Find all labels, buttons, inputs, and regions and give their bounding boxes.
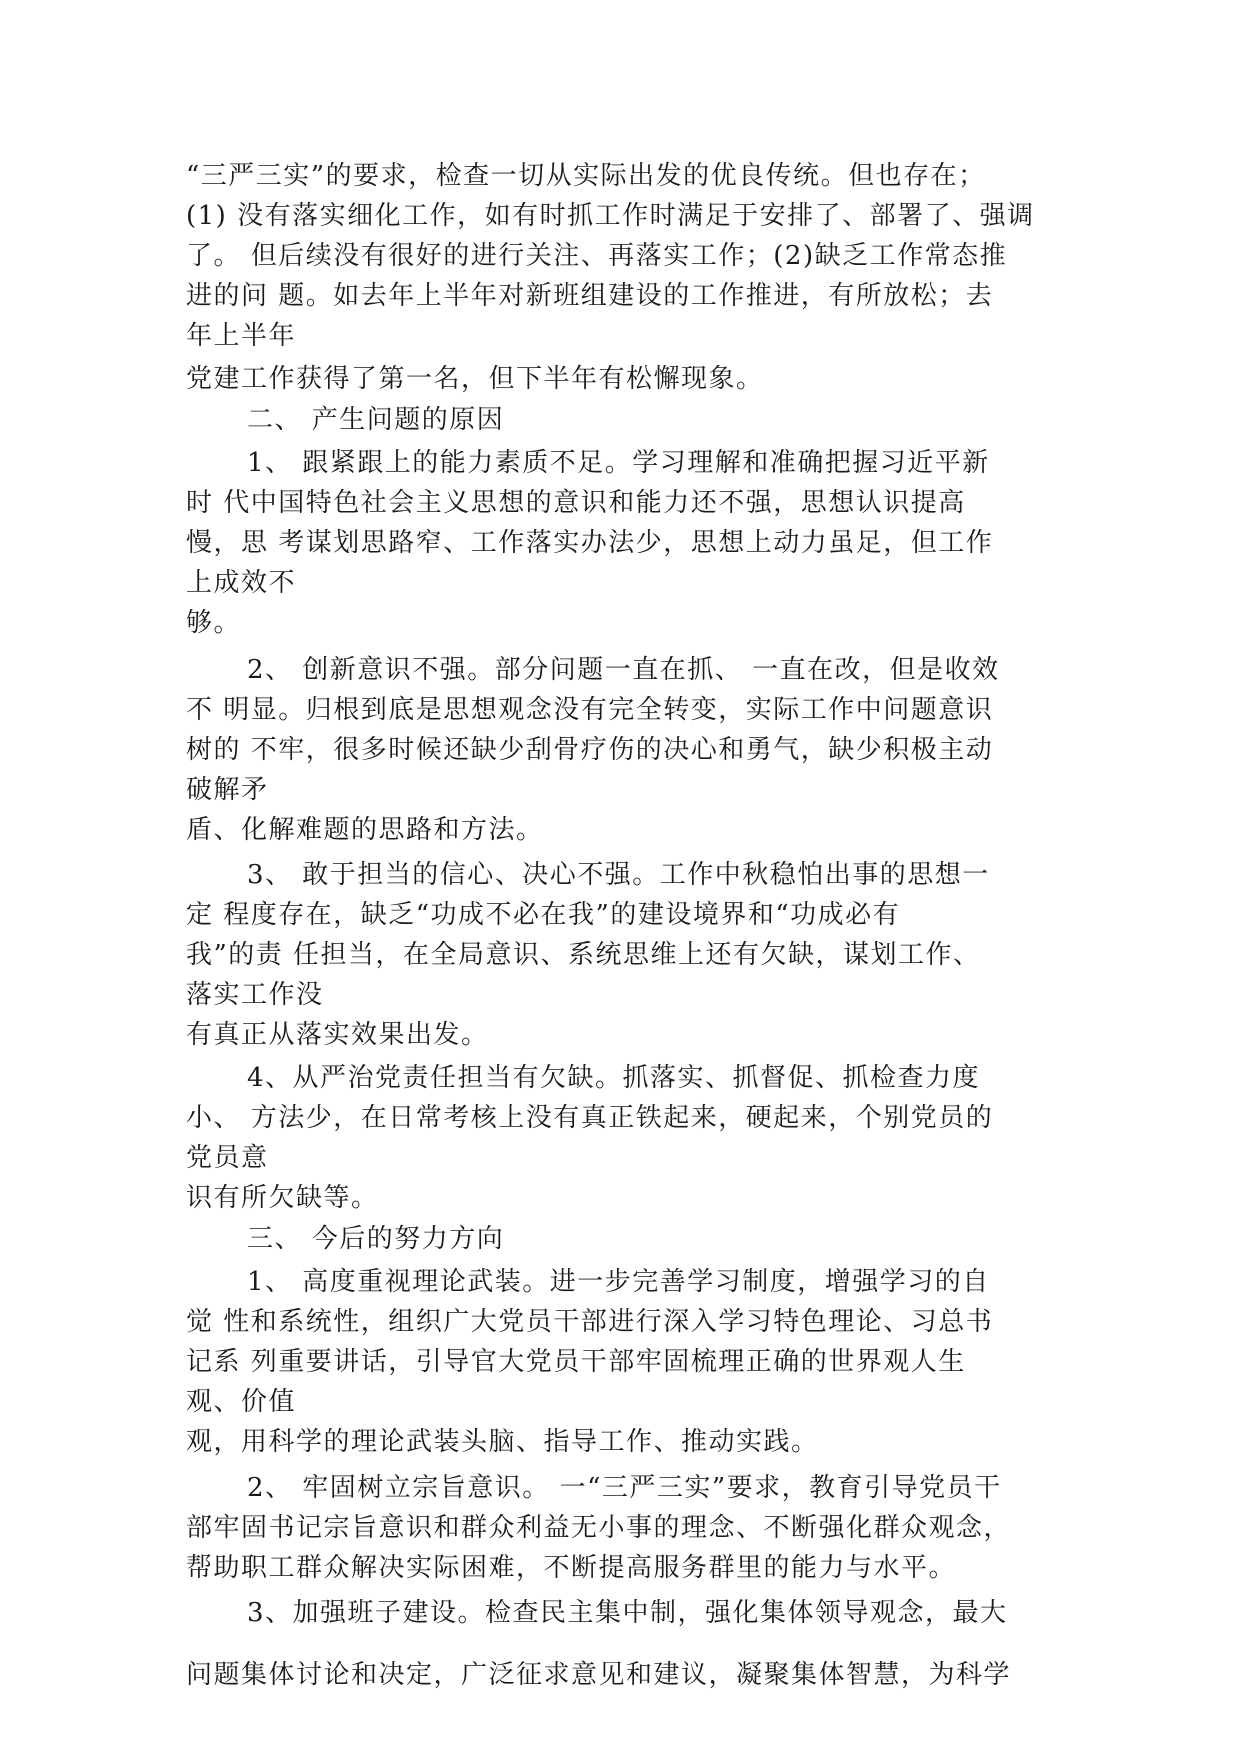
paragraph-start: 2、 创新意识不强。部分问题一直在抓、 一直在改，但是收效 <box>247 655 1000 685</box>
text-line: 党建工作获得了第一名，但下半年有松懈现象。 <box>186 364 764 394</box>
paragraph-start: 2、 牢固树立宗旨意识。 一“三严三实”要求，教育引导党员干 <box>247 1473 1002 1503</box>
text-line: 时 代中国特色社会主义思想的意识和能力还不强，思想认识提高 <box>186 488 966 518</box>
text-line: 党员意 <box>186 1143 269 1173</box>
paragraph-start: 3、 敢于担当的信心、决心不强。工作中秋稳怕出事的思想一 <box>247 860 990 890</box>
text-line: 记系 列重要讲话，引导官大党员干部牢固梳理正确的世界观人生 <box>186 1347 966 1377</box>
section-heading: 三、 今后的努力方向 <box>247 1224 505 1254</box>
paragraph-start: 1、 跟紧跟上的能力素质不足。学习理解和准确把握习近平新 <box>247 448 990 478</box>
text-line: 有真正从落实效果出发。 <box>186 1020 489 1050</box>
text-line: 观、价值 <box>186 1387 297 1417</box>
text-line: 年上半年 <box>186 321 297 351</box>
text-line: 定 程度存在，缺乏“功成不必在我”的建设境界和“功成必有 <box>186 900 901 930</box>
text-line: 帮助职工群众解决实际困难，不断提高服务群里的能力与水平。 <box>186 1553 957 1583</box>
text-line: (1) 没有落实细化工作，如有时抓工作时满足于安排了、部署了、强调 <box>186 201 1035 231</box>
text-line: 部牢固书记宗旨意识和群众利益无小事的理念、不断强化群众观念， <box>186 1513 1012 1543</box>
text-line: 了。 但后续没有很好的进行关注、再落实工作；(2)缺乏工作常态推 <box>186 241 1008 271</box>
text-line: 觉 性和系统性，组织广大党员干部进行深入学习特色理论、习总书 <box>186 1307 994 1337</box>
text-line: 慢，思 考谋划思路窄、工作落实办法少，思想上动力虽足，但工作 <box>186 528 994 558</box>
text-line: 不 明显。归根到底是思想观念没有完全转变，实际工作中问题意识 <box>186 695 994 725</box>
text-line: “三严三实”的要求，检查一切从实际出发的优良传统。但也存在； <box>186 161 986 191</box>
text-line: 上成效不 <box>186 568 297 598</box>
text-line: 小、 方法少，在日常考核上没有真正铁起来，硬起来，个别党员的 <box>186 1103 994 1133</box>
text-line: 落实工作没 <box>186 980 324 1010</box>
text-line: 破解矛 <box>186 775 269 805</box>
text-line: 树的 不牢，很多时候还缺少刮骨疗伤的决心和勇气，缺少积极主动 <box>186 735 994 765</box>
text-line: 够。 <box>186 608 242 638</box>
section-heading: 二、 产生问题的原因 <box>247 405 505 435</box>
paragraph-start: 1、 高度重视理论武装。进一步完善学习制度，增强学习的自 <box>247 1267 990 1297</box>
text-line: 盾、化解难题的思路和方法。 <box>186 815 544 845</box>
text-line: 观，用科学的理论武装头脑、指导工作、推动实践。 <box>186 1427 819 1457</box>
text-line: 进的问 题。如去年上半年对新班组建设的工作推进，有所放松；去 <box>186 281 994 311</box>
text-line: 问题集体讨论和决定，广泛征求意见和建议，凝聚集体智慧，为科学 <box>186 1660 1012 1690</box>
text-line: 我”的责 任担当，在全局意识、系统思维上还有欠缺，谋划工作、 <box>186 940 981 970</box>
text-line: 识有所欠缺等。 <box>186 1183 379 1213</box>
paragraph-start: 4、从严治党责任担当有欠缺。抓落实、抓督促、抓检查力度 <box>247 1063 981 1093</box>
paragraph-start: 3、加强班子建设。检查民主集中制，强化集体领导观念，最大 <box>247 1598 1008 1628</box>
